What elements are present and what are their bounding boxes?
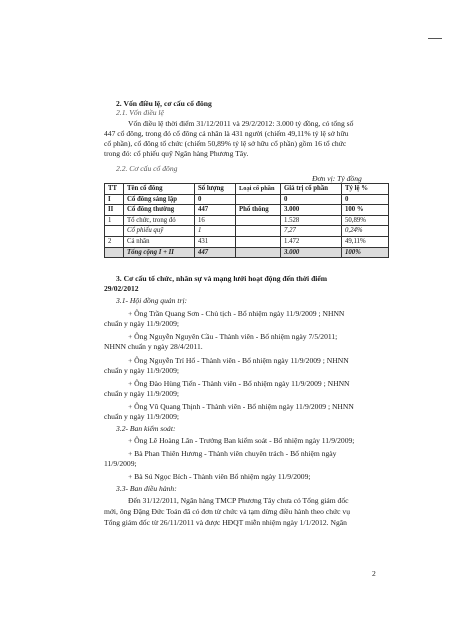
header-share-type: Loại cổ phần <box>236 184 281 195</box>
table-cell: 3.000 <box>281 205 342 216</box>
board-line: chuẩn y ngày 11/9/2009; <box>104 389 180 398</box>
table-cell: 50,89% <box>342 215 389 226</box>
header-quantity: Số lượng <box>195 184 236 195</box>
control-line: + Ông Lê Hoàng Lân - Trưởng Ban kiểm soát - Bổ nhiệm ngày 11/9/2009; <box>128 436 355 445</box>
table-row <box>105 226 389 237</box>
control-board-title: 3.2- Ban kiểm soát: <box>116 424 176 433</box>
table-cell: II <box>105 205 124 216</box>
header-value: Giá trị cổ phần <box>281 184 342 195</box>
board-line: + Ông Trần Quang Sơn - Chủ tịch - Bổ nhiệm ngày 11/9/2009 ; NHNN <box>128 309 345 318</box>
board-line: chuẩn y ngày 11/9/2009; <box>104 412 180 421</box>
table-cell: 431 <box>195 236 236 247</box>
table-cell: 1 <box>195 226 236 237</box>
header-name: Tên cổ đông <box>124 184 195 195</box>
table-row <box>105 236 389 247</box>
section-2-2-title: 2.2. Cơ cấu cổ đông <box>116 164 178 173</box>
page-number: 2 <box>372 569 376 578</box>
table-cell: 2 <box>105 236 124 247</box>
table-row <box>105 194 389 205</box>
table-cell: 447 <box>195 205 236 216</box>
section-2-1-line: 447 cổ đông, trong đó cổ đông cá nhân là 431 người (chiếm 49,11% tỷ lệ sở hữu <box>104 129 349 138</box>
board-line: NHNN chuẩn y ngày 28/4/2011. <box>104 342 203 351</box>
board-line: chuẩn y ngày 11/9/2009; <box>104 366 180 375</box>
control-line: + Bà Sú Ngọc Bích - Thành viên Bổ nhiệm ngày 11/9/2009; <box>128 472 311 481</box>
unit-label: Đơn vị: Tỷ đồng <box>312 174 362 183</box>
table-cell: 0 <box>195 194 236 205</box>
executive-line: mới, ông Đặng Đức Toản đã có đơn từ chức và tạm dừng điều hành theo chức vụ <box>104 507 350 516</box>
executive-line: Tổng giám đốc từ 26/11/2011 và được HĐQT miễn nhiệm ngày 1/1/2012. Ngân <box>104 518 347 527</box>
section-2-title: 2. Vốn điều lệ, cơ cấu cổ đông <box>116 99 212 108</box>
table-cell <box>236 226 281 237</box>
section-3-title: 3. Cơ cấu tổ chức, nhân sự và mạng lưới hoạt động đến thời điểm <box>116 274 328 283</box>
board-line: + Ông Đào Hùng Tiến - Thành viên - Bổ nhiệm ngày 11/9/2009 ; NHNN <box>128 379 350 388</box>
table-row <box>105 205 389 216</box>
board-line: + Ông Vũ Quang Thịnh - Thành viên - Bổ nhiệm ngày 11/9/2009 ; NHNN <box>128 402 354 411</box>
section-2-1-title: 2.1. Vốn điều lệ <box>116 108 164 117</box>
section-2-1-line: Vốn điều lệ thời điểm 31/12/2011 và 29/2/2012: 3.000 tỷ đồng, có tổng số <box>128 119 354 128</box>
table-cell: Cổ đông sáng lập <box>124 194 195 205</box>
table-cell <box>105 247 124 258</box>
table-cell: 447 <box>195 247 236 258</box>
corner-mark <box>428 38 442 39</box>
table-cell: 1.528 <box>281 215 342 226</box>
table-cell: 16 <box>195 215 236 226</box>
table-total-row <box>105 247 389 258</box>
table-cell: 3.000 <box>281 247 342 258</box>
table-cell: 7,27 <box>281 226 342 237</box>
executive-line: Đến 31/12/2011, Ngân hàng TMCP Phương Tây chưa có Tổng giám đốc <box>128 496 349 505</box>
table-cell: Cổ phiếu quỹ <box>124 226 195 237</box>
header-ratio: Tỷ lệ % <box>342 184 389 195</box>
table-row <box>105 215 389 226</box>
board-line: + Ông Nguyễn Trí Hổ - Thành viên - Bổ nhiệm ngày 11/9/2009 ; NHNN <box>128 356 349 365</box>
section-2-1-line: trong đó: cổ phiếu quỹ Ngân hàng Phương Tây. <box>104 149 249 158</box>
table-cell: Tổng cộng I + II <box>124 247 195 258</box>
header-tt: TT <box>105 184 124 195</box>
table-cell <box>236 215 281 226</box>
table-cell <box>236 236 281 247</box>
table-cell <box>236 247 281 258</box>
table-cell: 0 <box>342 194 389 205</box>
table-cell: 100 % <box>342 205 389 216</box>
section-3-title: 29/02/2012 <box>104 284 139 293</box>
table-cell <box>236 194 281 205</box>
table-cell <box>105 226 124 237</box>
table-cell: I <box>105 194 124 205</box>
table-cell: Cá nhân <box>124 236 195 247</box>
table-cell: Cổ đông thường <box>124 205 195 216</box>
table-cell: 1 <box>105 215 124 226</box>
control-line: 11/9/2009; <box>104 459 137 468</box>
table-cell: Tổ chức, trong đó <box>124 215 195 226</box>
executive-board-title: 3.3- Ban điều hành: <box>116 484 177 493</box>
control-line: + Bà Phan Thiên Hương - Thành viên chuyên trách - Bổ nhiệm ngày <box>128 449 337 458</box>
table-cell: 49,11% <box>342 236 389 247</box>
table-cell: 0,24% <box>342 226 389 237</box>
board-line: + Ông Nguyễn Nguyên Cầu - Thành viên - Bổ nhiệm ngày 7/5/2011; <box>128 332 338 341</box>
board-title: 3.1- Hội đồng quản trị: <box>116 296 188 305</box>
table-cell: 1.472 <box>281 236 342 247</box>
table-header-row <box>105 184 389 195</box>
section-2-1-line: cổ phần), cổ đông tổ chức (chiếm 50,89% tỷ lệ sở hữu cổ phần) gồm 16 tổ chức <box>104 139 347 148</box>
shareholder-table <box>104 183 389 258</box>
table-cell: 100% <box>342 247 389 258</box>
board-line: chuẩn y ngày 11/9/2009; <box>104 319 180 328</box>
table-cell: Phổ thông <box>236 205 281 216</box>
table-cell: 0 <box>281 194 342 205</box>
